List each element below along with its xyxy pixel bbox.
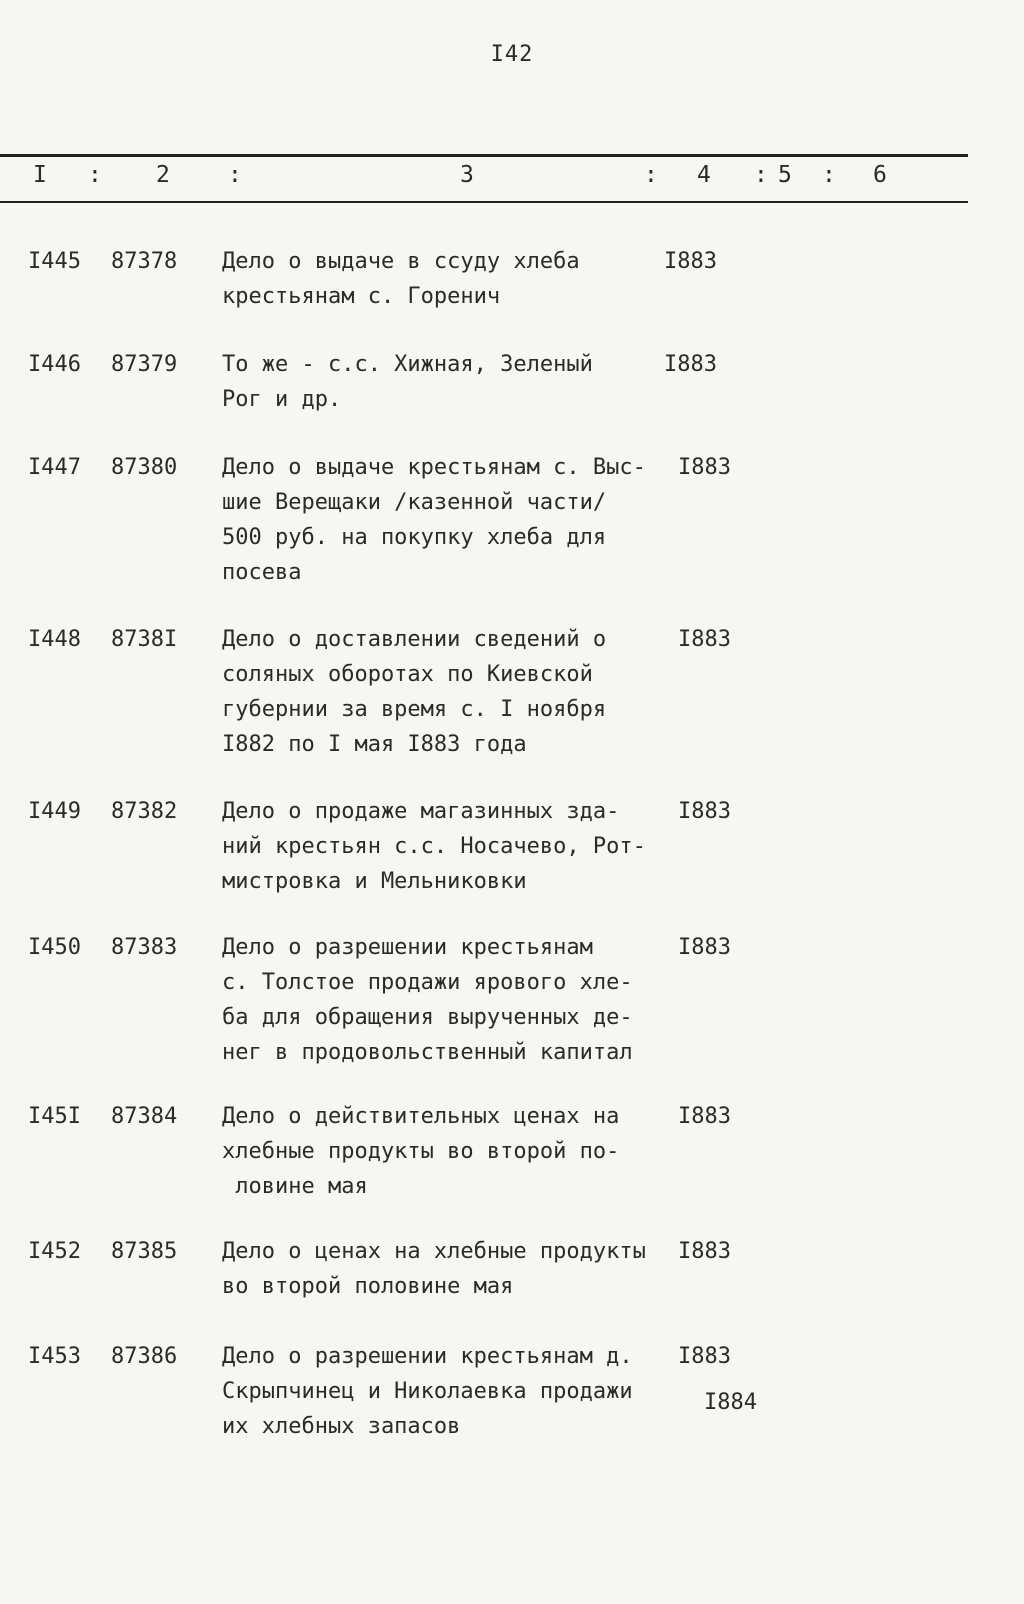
case-number: 87384 xyxy=(111,1104,178,1129)
case-title-line: Дело о продаже магазинных зда- xyxy=(222,799,620,824)
case-title-line: Скрыпчинец и Николаевка продажи xyxy=(222,1379,633,1404)
case-title xyxy=(222,622,682,762)
header-rule-top xyxy=(0,154,968,157)
case-title-line: шие Верещаки /казенной части/ xyxy=(222,490,607,515)
case-title-line: во второй половине мая xyxy=(222,1274,514,1299)
case-title xyxy=(222,450,682,590)
record-number: I45I xyxy=(28,1104,81,1129)
case-year: I883 xyxy=(678,1239,731,1264)
case-title-line: крестьянам с. Горенич xyxy=(222,284,501,309)
record-number: I446 xyxy=(28,352,81,377)
case-title-line: I882 по I мая I883 года xyxy=(222,732,527,757)
column-header-2: 2 xyxy=(156,162,170,188)
case-number: 87386 xyxy=(111,1344,178,1369)
case-year: I883 xyxy=(678,627,731,652)
case-title xyxy=(222,794,682,899)
case-title-line: Дело о выдаче крестьянам с. Выс- xyxy=(222,455,646,480)
case-number: 87379 xyxy=(111,352,178,377)
case-title xyxy=(222,244,682,314)
page-number: I42 xyxy=(490,42,534,67)
case-title-line: Рог и др. xyxy=(222,387,342,412)
case-title-line: их хлебных запасов xyxy=(222,1414,461,1439)
case-title-line: губернии за время с. I ноября xyxy=(222,697,607,722)
case-title-line: Дело о доставлении сведений о xyxy=(222,627,607,652)
column-header-5: 5 xyxy=(778,162,792,188)
case-title xyxy=(222,930,682,1070)
case-title-line: нег в продовольственный капитал xyxy=(222,1040,633,1065)
case-year: I883 xyxy=(664,249,717,274)
record-number: I453 xyxy=(28,1344,81,1369)
case-year: I883 xyxy=(678,1104,731,1129)
case-year: I883 xyxy=(678,1344,731,1369)
column-separator: : xyxy=(822,162,836,188)
case-title-line: Дело о ценах на хлебные продукты xyxy=(222,1239,646,1264)
column-header-3: 3 xyxy=(460,162,474,188)
column-separator: : xyxy=(644,162,658,188)
case-title-line: ба для обращения вырученных де- xyxy=(222,1005,633,1030)
column-separator: : xyxy=(88,162,102,188)
case-title-line: ловине мая xyxy=(222,1174,368,1199)
case-year: I883 xyxy=(664,352,717,377)
case-title-line: 500 руб. на покупку хлеба для xyxy=(222,525,607,550)
column-header-4: 4 xyxy=(697,162,711,188)
case-number: 87383 xyxy=(111,935,178,960)
record-number: I448 xyxy=(28,627,81,652)
case-title-line: мистровка и Мельниковки xyxy=(222,869,527,894)
case-title-line: посева xyxy=(222,560,302,585)
record-number: I447 xyxy=(28,455,81,480)
case-year: I883 xyxy=(678,799,731,824)
case-title-line: хлебные продукты во второй по- xyxy=(222,1139,620,1164)
header-rule-bottom xyxy=(0,201,968,203)
case-title-line: Дело о действительных ценах на xyxy=(222,1104,620,1129)
case-title-line: Дело о разрешении крестьянам xyxy=(222,935,593,960)
column-separator: : xyxy=(228,162,242,188)
record-number: I452 xyxy=(28,1239,81,1264)
column-header-row xyxy=(0,162,968,196)
case-number: 87378 xyxy=(111,249,178,274)
case-title-line: ний крестьян с.с. Носачево, Рот- xyxy=(222,834,646,859)
case-number: 87382 xyxy=(111,799,178,824)
case-title-line: соляных оборотах по Киевской xyxy=(222,662,593,687)
case-year: I883 xyxy=(678,455,731,480)
case-number: 8738I xyxy=(111,627,178,652)
case-year-end: I884 xyxy=(704,1390,757,1415)
column-separator: : xyxy=(754,162,768,188)
case-title-line: с. Толстое продажи ярового хле- xyxy=(222,970,633,995)
record-number: I450 xyxy=(28,935,81,960)
case-title-line: Дело о выдаче в ссуду хлеба xyxy=(222,249,580,274)
case-number: 87385 xyxy=(111,1239,178,1264)
case-title xyxy=(222,347,682,417)
case-title xyxy=(222,1339,692,1444)
case-title-line: Дело о разрешении крестьянам д. xyxy=(222,1344,633,1369)
case-number: 87380 xyxy=(111,455,178,480)
case-title xyxy=(222,1099,682,1204)
column-header-6: 6 xyxy=(873,162,887,188)
case-title-line: То же - с.с. Хижная, Зеленый xyxy=(222,352,593,377)
column-header-1: I xyxy=(33,162,47,188)
case-year: I883 xyxy=(678,935,731,960)
case-title xyxy=(222,1234,692,1304)
record-number: I445 xyxy=(28,249,81,274)
record-number: I449 xyxy=(28,799,81,824)
